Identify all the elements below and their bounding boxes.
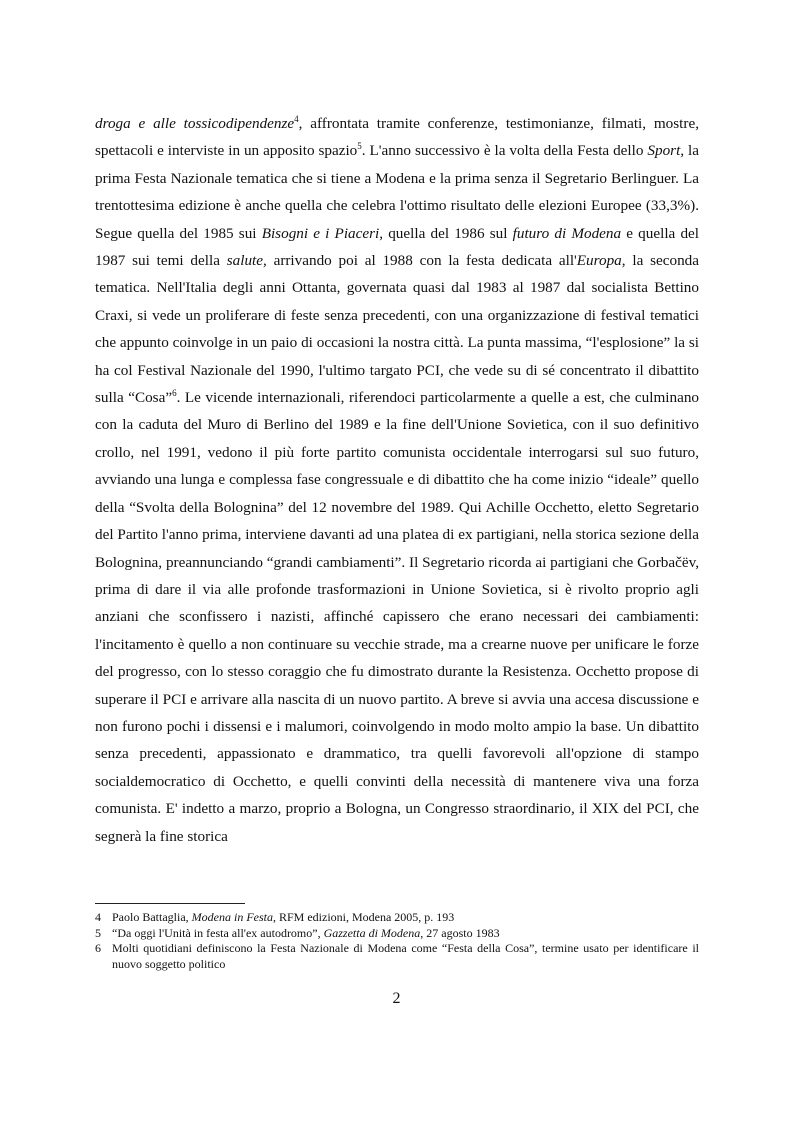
text-run: , affrontata tramite conferenze, testimonianze, filmati, mostre, spettacoli e interviste in un apposito spazio <box>95 115 699 160</box>
footnote-title: Gazzetta di Modena <box>323 925 421 940</box>
footnote-ref-6[interactable]: 6 <box>172 388 177 398</box>
footnote-4 <box>95 910 699 926</box>
page-body <box>95 110 699 850</box>
italic-phrase: Bisogni e i Piaceri <box>261 224 380 242</box>
footnote-number: 5 <box>95 925 101 940</box>
text-run: , la prima Festa Nazionale tematica che si tiene a Modena e la prima senza il Segretario Berlinguer. La trentottesima edizione è anche quella che celebra l'ottimo risultato delle elezioni Europee (33,3%). Segue quella del 1985 sui <box>95 142 699 242</box>
footnote-number: 4 <box>95 910 101 924</box>
text-run: , quella del 1986 sul <box>379 224 513 242</box>
text-run: e quella del 1987 sui temi della <box>95 224 699 270</box>
italic-phrase: Europa <box>576 252 622 270</box>
footnote-ref-4[interactable]: 4 <box>294 113 299 124</box>
body-paragraph <box>95 110 699 850</box>
footnote-text-run: “Da oggi l'Unità in festa all'ex autodromo”, <box>112 925 324 940</box>
italic-phrase: salute <box>226 252 263 270</box>
footnote-text-run: Paolo Battaglia, <box>112 910 192 924</box>
italic-phrase: Sport <box>647 142 681 160</box>
italic-phrase: droga e alle tossicodipendenze <box>95 115 295 132</box>
footnote-text <box>112 910 699 926</box>
footnote-title: Modena in Festa <box>191 910 273 924</box>
text-run: , arrivando poi al 1988 con la festa dedicata all' <box>263 252 577 270</box>
footnote-text <box>112 926 699 942</box>
text-run: . L'anno successivo è la volta della Festa dello <box>361 142 648 160</box>
footnote-text-run: , RFM edizioni, Modena 2005, p. 193 <box>272 910 455 924</box>
text-run: , la seconda tematica. Nell'Italia degli anni Ottanta, governata quasi dal 1983 al 1987 dal socialista Bettino Craxi, si vede un proliferare di feste senza precedenti, con una organizzazione di festival tematici che appunto coinvolge in un paio di occasioni la nostra città. La punta massima, “l'esplosione” la si ha col Festival Nazionale del 1990, l'ultimo targato PCI, che vede su di sé concentrato il dibattito sulla “Cosa” <box>95 252 700 407</box>
footnote-number: 6 <box>95 941 101 955</box>
page-number: 2 <box>392 990 401 1007</box>
footnote-text-run: , 27 agosto 1983 <box>420 925 500 940</box>
footnote-ref-5[interactable]: 5 <box>357 141 362 152</box>
footnote-text: Molti quotidiani definiscono la Festa Nazionale di Modena come “Festa della Cosa”, termine usato per identificare il nuovo soggetto politico <box>112 941 699 971</box>
footnote-5 <box>95 926 699 942</box>
footnotes <box>95 910 699 972</box>
footnote-separator <box>95 903 245 904</box>
footnote-6 <box>95 941 699 972</box>
text-run: . Le vicende internazionali, riferendoci particolarmente a quelle a est, che culminano con la caduta del Muro di Berlino del 1989 e la fine dell'Unione Sovietica, con il suo definitivo crollo, nel 1991, vedono il più forte partito comunista occidentale interrogarsi sul suo futuro, avviando una lunga e complessa fase congressuale e di dibattito che ha come inizio “ideale” quello della “Svolta della Bolognina” del 12 novembre del 1989. Qui Achille Occhetto, eletto Segretario del Partito l'anno prima, interviene davanti ad una platea di ex partigiani, nella storica sezione della Bolognina, preannunciando “grandi cambiamenti”. Il Segretario ricorda ai partigiani che Gorbačëv, prima di dare il via alle profonde trasformazioni in Unione Sovietica, si è rivolto proprio agli anziani che sconfissero i nazisti, affinché capissero che erano necessari dei cambiamenti: l'incitamento è quello a non continuare su vecchie strade, ma a crearne nuove per unificare le forze del progresso, con lo stesso coraggio che fu dimostrato durante la Resistenza. Occhetto propose di superare il PCI e arrivare alla nascita di un nuovo partito. A breve si avvia una accesa discussione e non furono pochi i dissensi e i malumori, coinvolgendo in modo molto ampio la base. Un dibattito senza precedenti, appassionato e drammatico, tra quelli favorevoli all'opzione di stampo socialdemocratico di Occhetto, e quelli convinti della necessità di mantenere viva una forza comunista. E' indetto a marzo, proprio a Bologna, un Congresso straordinario, il XIX del PCI, che segnerà la fine storica <box>95 389 700 845</box>
italic-phrase: futuro di Modena <box>512 224 622 242</box>
